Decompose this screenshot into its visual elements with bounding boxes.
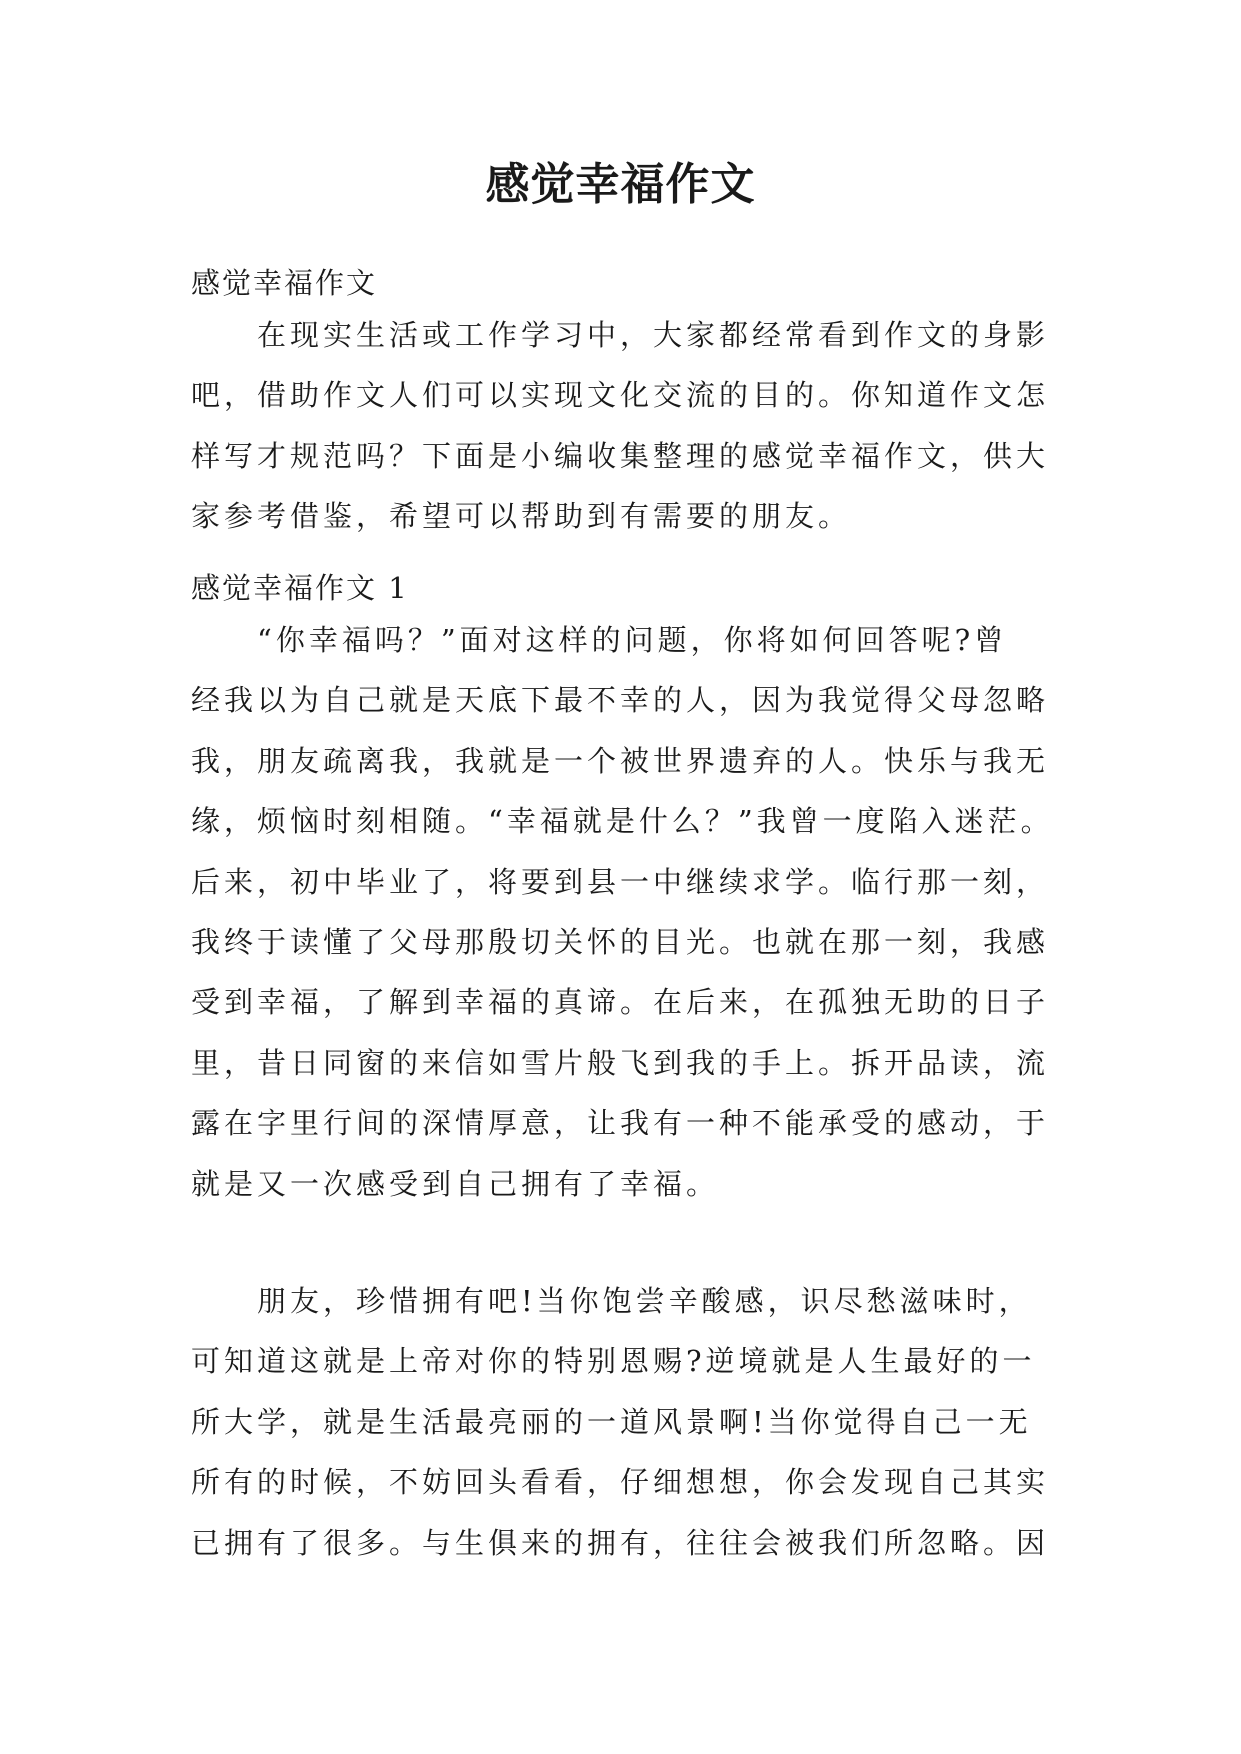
document-title: 感觉幸福作文 <box>485 159 756 210</box>
text-line: 里，昔日同窗的来信如雪片般飞到我的手上。拆开品读，流 <box>191 1045 1050 1080</box>
text-line: 所大学，就是生活最亮丽的一道风景啊!当你觉得自己一无 <box>191 1404 1032 1439</box>
text-line: 经我以为自己就是天底下最不幸的人，因为我觉得父母忽略 <box>191 683 1050 718</box>
text-line: 受到幸福，了解到幸福的真谛。在后来，在孤独无助的日子 <box>191 985 1050 1020</box>
section-heading: 感觉幸福作文 1 <box>191 571 409 605</box>
text-line: 可知道这就是上帝对你的特别恩赐?逆境就是人生最好的一 <box>191 1344 1036 1379</box>
document-subtitle: 感觉幸福作文 <box>191 266 378 300</box>
text-line: 样写才规范吗？下面是小编收集整理的感觉幸福作文，供大 <box>191 438 1050 473</box>
text-line: 就是又一次感受到自己拥有了幸福。 <box>191 1166 720 1201</box>
text-line: 我终于读懂了父母那殷切关怀的目光。也就在那一刻，我感 <box>191 925 1050 960</box>
text-line: 我，朋友疏离我，我就是一个被世界遗弃的人。快乐与我无 <box>191 743 1050 778</box>
text-line: 已拥有了很多。与生俱来的拥有，往往会被我们所忽略。因 <box>191 1525 1050 1560</box>
text-line: 家参考借鉴，希望可以帮助到有需要的朋友。 <box>191 499 852 534</box>
text-line: 吧，借助作文人们可以实现文化交流的目的。你知道作文怎 <box>191 378 1050 413</box>
section-paragraph-1 <box>191 610 1061 1214</box>
text-line: 缘，烦恼时刻相随。“幸福就是什么？”我曾一度陷入迷茫。 <box>191 804 1054 839</box>
text-line: 所有的时候，不妨回头看看，仔细想想，你会发现自己其实 <box>191 1465 1050 1500</box>
section-paragraph-2 <box>191 1271 1061 1573</box>
text-line: “你幸福吗？”面对这样的问题，你将如何回答呢?曾 <box>257 623 1008 657</box>
text-line: 露在字里行间的深情厚意，让我有一种不能承受的感动，于 <box>191 1106 1050 1141</box>
text-line: 朋友，珍惜拥有吧!当你饱尝辛酸感，识尽愁滋味时， <box>257 1284 1032 1318</box>
text-line: 在现实生活或工作学习中，大家都经常看到作文的身影 <box>257 318 1050 352</box>
intro-paragraph <box>191 305 1061 547</box>
text-line: 后来，初中毕业了，将要到县一中继续求学。临行那一刻， <box>191 864 1050 899</box>
